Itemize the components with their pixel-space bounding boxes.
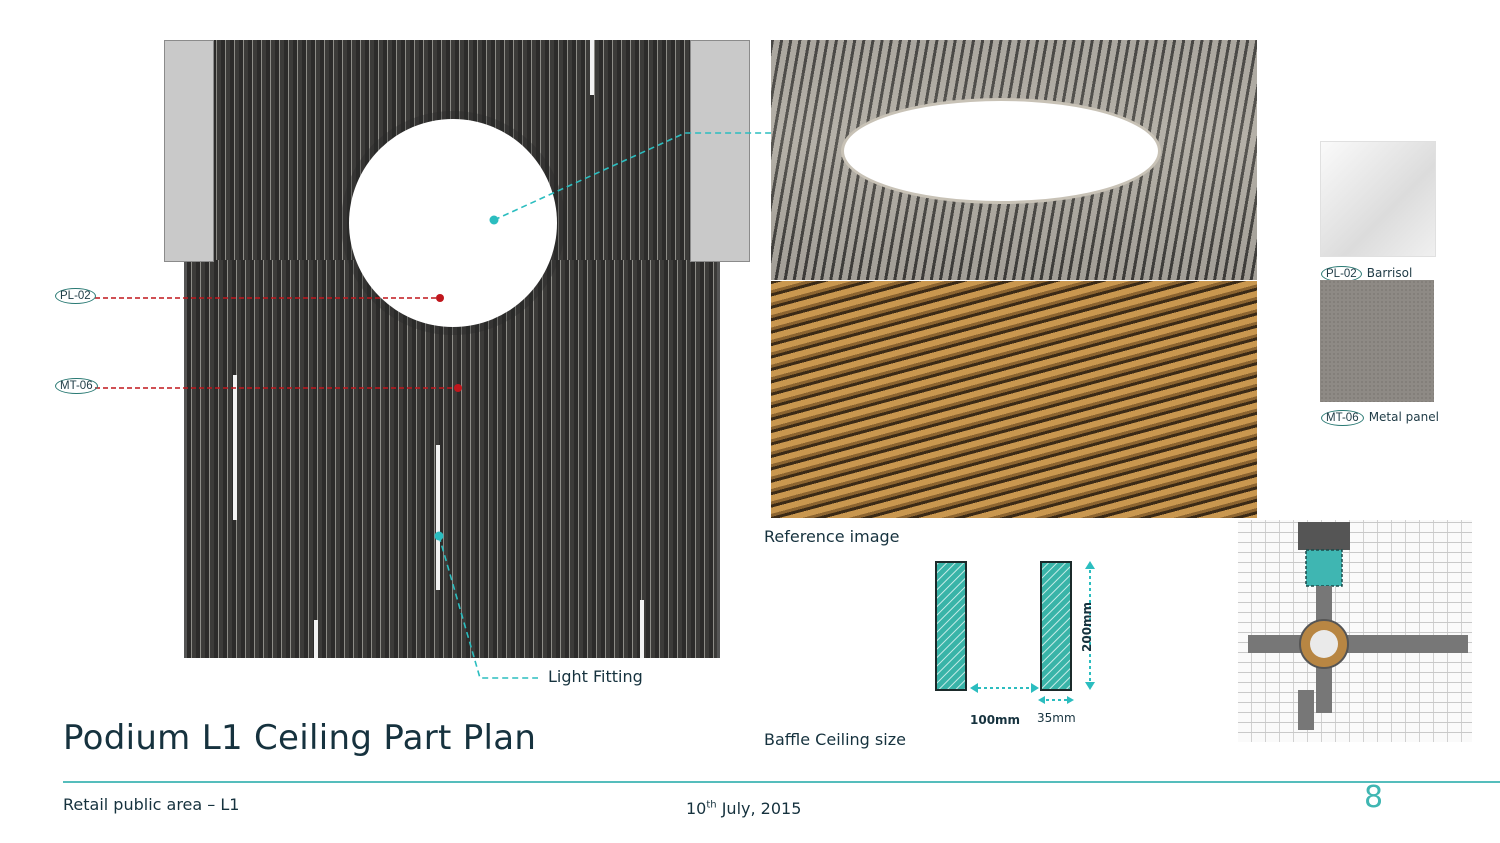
arrow [1085, 682, 1095, 690]
key-plan-highlight [1238, 520, 1472, 742]
barrisol-oval [841, 98, 1161, 204]
arrow [1085, 561, 1095, 569]
date [686, 799, 801, 818]
reference-caption: Reference image [764, 527, 900, 546]
material-legend-pl02 [1321, 262, 1412, 282]
tag-mt06: MT-06 [55, 378, 98, 394]
leader-mt06-dot [454, 384, 462, 392]
key-plan-corridor [1298, 690, 1314, 730]
width-dimension-label: 35mm [1037, 711, 1076, 725]
swatch-metal-panel [1320, 280, 1434, 402]
material-legend-mt06 [1321, 406, 1439, 426]
gap-dimension-label: 100mm [970, 713, 1021, 727]
leader-circle-dot [490, 216, 499, 225]
baffle-profile-right [1041, 562, 1071, 690]
arrow [970, 683, 978, 693]
key-plan-block [1298, 522, 1350, 550]
page-number: 8 [1364, 780, 1384, 815]
key-plan-corridor [1248, 635, 1468, 653]
date-day: 10 [686, 799, 707, 818]
reference-image-circle [771, 40, 1257, 280]
date-suffix: th [706, 799, 717, 811]
footer-rule [63, 781, 1500, 783]
arrow [1067, 696, 1074, 704]
leader-light-fitting [439, 536, 538, 678]
date-rest: July, 2015 [716, 799, 802, 818]
reference-image-baffles [771, 281, 1257, 518]
material-code: MT-06 [1321, 410, 1364, 426]
material-name: Metal panel [1368, 410, 1439, 424]
leader-light-dot [435, 532, 444, 541]
baffle-profile-left [936, 562, 966, 690]
arrow [1031, 683, 1039, 693]
page-subtitle: Retail public area – L1 [63, 795, 240, 814]
key-plan-area-highlight [1306, 550, 1342, 586]
key-plan [1238, 520, 1472, 742]
height-dimension-label: 200mm [1080, 601, 1094, 652]
light-fitting-label: Light Fitting [548, 667, 643, 686]
tag-pl02: PL-02 [55, 288, 96, 304]
baffle-caption: Baffle Ceiling size [764, 730, 906, 749]
arrow [1038, 696, 1045, 704]
leader-pl02-dot [436, 294, 444, 302]
material-code: PL-02 [1321, 266, 1362, 282]
key-plan-atrium-center [1310, 630, 1338, 658]
material-name: Barrisol [1366, 266, 1413, 280]
page-title: Podium L1 Ceiling Part Plan [63, 718, 537, 758]
swatch-barrisol [1320, 141, 1436, 257]
